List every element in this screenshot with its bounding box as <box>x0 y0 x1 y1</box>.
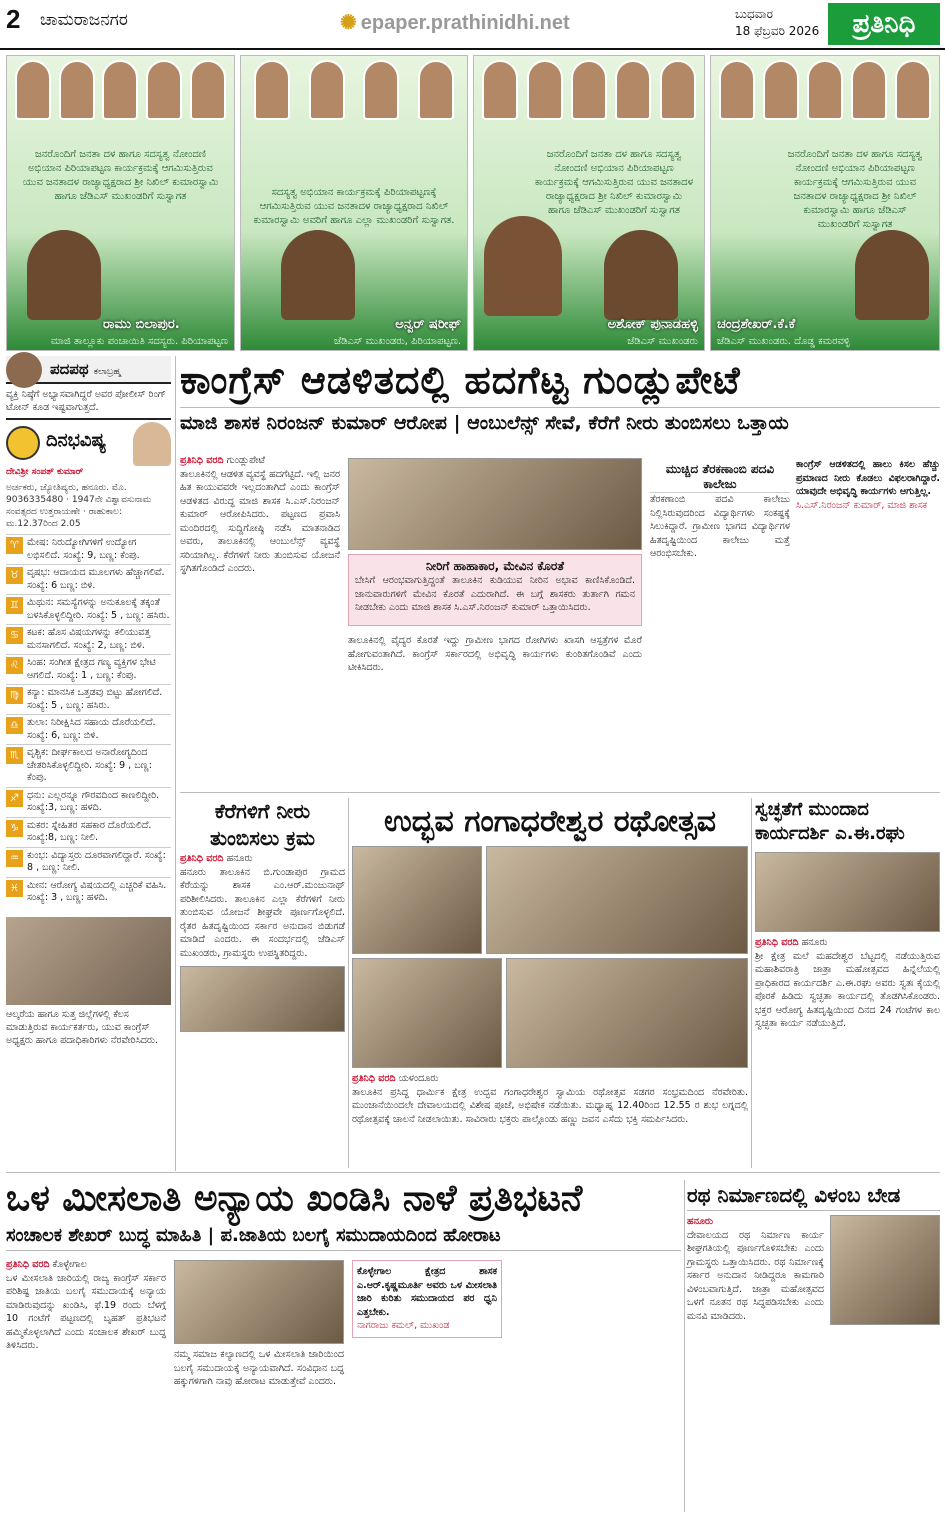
lead-body-a: ತಾಲೂಕಿನಲ್ಲಿ ಆಡಳಿತ ವ್ಯವಸ್ಥೆ ಹದಗೆಟ್ಟಿದೆ. ಇಲ್ಲಿ ಜನರ ಹಿತ ಕಾಯುವವರೇ ಇಲ್ಲದಂತಾಗಿದೆ ಎಂದು ಕಾಂಗ್ರೆಸ್ ಆಡಳಿತದ ವಿರುದ್ಧ ಮಾಜಿ ಶಾಸಕ ಸಿ.ಎಸ್.ನಿರಂಜನ್ ಕುಮಾರ್ ಆರೋಪಿಸಿದರು. ಪಟ್ಟಣದ ಪ್ರವಾಸಿ ಮಂದಿರದಲ್ಲಿ ಸುದ್ದಿಗೋಷ್ಠಿ ನಡೆಸಿ ಮಾತನಾಡಿದ ಅವರು, ತಾಲೂಕಿನಲ್ಲಿ ಆಂಬುಲೆನ್ಸ್ ವ್ಯವಸ್ಥೆ ಸರಿಯಾಗಿಲ್ಲ. ಕೆರೆಗಳಿಗೆ ನೀರು ತುಂಬಿಸುವ ಯೋಜನೆ ಸ್ಥಗಿತಗೊಂಡಿದೆ ಎಂದರು. <box>180 468 340 574</box>
sponsor-photo <box>27 230 101 320</box>
chariot-festival-story: ಉದ್ಭವ ಗಂಗಾಧರೇಶ್ವರ ರಥೋತ್ಸವ ಪ್ರತಿನಿಧಿ ವರದಿ ಯಳಂದೂರು ತಾಲೂಕಿನ ಪ್ರಸಿದ್ಧ ಧಾರ್ಮಿಕ ಕ್ಷೇತ್ರ ಉದ್ಭವ ಗಂಗಾಧರೇಶ್ವರ ಸ್ವಾಮಿಯ ರಥೋತ್ಸವ ಸಡಗರ ಸಂಭ್ರಮದಿಂದ ನೆರವೇರಿತು. ಮುಂಜಾನೆಯಿಂದಲೇ ದೇವಾಲಯದಲ್ಲಿ ವಿಶೇಷ ಪೂಜೆ, ಅಭಿಷೇಕ ನಡೆಯಿತು. ಮಧ್ಯಾಹ್ನ 12.40ರಿಂದ 12.55 ರ ಶುಭ ಲಗ್ನದಲ್ಲಿ ರಥೋತ್ಸವಕ್ಕೆ ಚಾಲನೆ ನೀಡಲಾಯಿತು. ಸಾವಿರಾರು ಭಕ್ತರು ಪಾಲ್ಗೊಂಡು ಹಣ್ಣು ಜವನ ಎಸೆದು ಭಕ್ತಿ ಸಮರ್ಪಿಸಿದರು. <box>352 798 748 1126</box>
newspaper-logo[interactable]: ಪ್ರತಿನಿಧಿ <box>828 3 940 45</box>
cleanliness-headline[interactable]: ಸ್ವಚ್ಛತೆಗೆ ಮುಂದಾದ ಕಾರ್ಯದರ್ಶಿ ಎ.ಈ.ರಘು <box>755 799 905 844</box>
rashi-text: ಕುಂಭ: ವಿದ್ಯಾಸ್ತರು ದೂರವಾಗಲಿದ್ದಾರೆ. ಸಂಖ್ಯೆ: 8 , ಬಣ್ಣ: ನೀಲಿ. <box>27 849 166 873</box>
rashi-item <box>6 817 171 847</box>
political-ad-2 <box>240 55 468 351</box>
festival-photo-1 <box>352 846 482 954</box>
water-crisis-box: ನೀರಿಗೆ ಹಾಹಾಕಾರ, ಮೇವಿನ ಕೊರತೆ ಬೇಸಿಗೆ ಆರಂಭವಾಗುತ್ತಿದ್ದಂತೆ ತಾಲೂಕಿನ ಕುಡಿಯುವ ನೀರಿನ ಅಭಾವ ಕಾಣಿಸಿಕೊಂಡಿದೆ. ಜಾನುವಾರುಗಳಿಗೆ ಮೇವಿನ ಕೊರತೆ ಎದುರಾಗಿದೆ. ಈ ಬಗ್ಗೆ ಶಾಸಕರು ತುರ್ತಾಗಿ ಗಮನ ನೀಡಬೇಕು ಎಂದು ಮಾಜಿ ಶಾಸಕ ಸಿ.ಎಸ್.ನಿರಂಜನ್ ಕುಮಾರ್ ಒತ್ತಾಯಿಸಿದರು. <box>348 554 642 626</box>
rashi-text: ಮಕರ: ಸ್ನೇಹಿತರ ಸಹಕಾರ ದೊರೆಯಲಿದೆ. ಸಂಖ್ಯೆ:8, ಬಣ್ಣ: ನೀಲಿ. <box>27 819 152 843</box>
lead-headline[interactable]: ಕಾಂಗ್ರೆಸ್ ಆಡಳಿತದಲ್ಲಿ ಹದಗೆಟ್ಟ ಗುಂಡ್ಲುಪೇಟೆ <box>180 358 940 408</box>
sponsor-title: ಜೆಡಿಎಸ್ ಮುಖಂಡರು <box>627 336 698 347</box>
sponsor-title: ಮಾಜಿ ತಾಲ್ಲೂಕು ಪಂಚಾಯಿತಿ ಸದಸ್ಯರು. ಪಿರಿಯಾಪಟ್ಟಣ <box>50 336 228 347</box>
news-photo <box>6 917 171 1005</box>
zodiac-sign-icon: ♑ <box>6 820 23 837</box>
zodiac-sign-icon: ♓ <box>6 880 23 897</box>
leader-portraits <box>715 60 935 130</box>
rashi-text: ಮೇಷ: ನಿರುದ್ಯೋಗಿಗಳಿಗೆ ಉದ್ಯೋಗ ಲಭಿಸಲಿದೆ. ಸಂಖ್ಯೆ: 9, ಬಣ್ಣ: ಕೆಂಪು. <box>27 537 140 561</box>
day: ಬುಧವಾರ <box>735 7 773 21</box>
leader-portraits <box>245 60 463 130</box>
astrologer-photo <box>133 422 171 466</box>
rashi-item <box>6 654 171 684</box>
section-title: ಚಾಮರಾಜನಗರ <box>40 10 128 30</box>
chariot-photo <box>830 1215 940 1325</box>
zodiac-sign-icon: ♏ <box>6 747 23 764</box>
sponsor-photo <box>281 230 355 320</box>
lead-body-b: ತಾಲೂಕಿನಲ್ಲಿ ವೈದ್ಯರ ಕೊರತೆ ಇದ್ದು ಗ್ರಾಮೀಣ ಭಾಗದ ರೋಗಿಗಳು ಖಾಸಗಿ ಆಸ್ಪತ್ರೆಗಳ ಮೊರೆ ಹೋಗುವಂತಾಗಿದೆ. ಕಾಂಗ್ರೆಸ್ ಸರ್ಕಾರದಲ್ಲಿ ಅಭಿವೃದ್ಧಿ ಕಾರ್ಯಗಳು ಕುಂಠಿತಗೊಂಡಿವೆ ಎಂದು ಟೀಕಿಸಿದರು. <box>348 635 642 673</box>
zodiac-sign-icon: ♎ <box>6 717 23 734</box>
zodiac-sign-icon: ♒ <box>6 850 23 867</box>
protest-col-1: ಪ್ರತಿನಿಧಿ ವರದಿ ಕೊಳ್ಳೇಗಾಲ ಒಳ ಮೀಸಲಾತಿ ಜಾರಿಯಲ್ಲಿ ರಾಜ್ಯ ಕಾಂಗ್ರೆಸ್ ಸರ್ಕಾರ ಪರಿಶಿಷ್ಟ ಜಾತಿಯ ಬಲಗೈ ಸಮುದಾಯಕ್ಕೆ ಅನ್ಯಾಯ ಮಾಡಿರುವುದನ್ನು ಖಂಡಿಸಿ, ಫೆ.19 ರಂದು ಬೆಳಗ್ಗೆ 10 ಗಂಟೆಗೆ ಪಟ್ಟಣದಲ್ಲಿ ಬೃಹತ್ ಪ್ರತಿಭಟನೆ ಹಮ್ಮಿಕೊಳ್ಳಲಾಗಿದೆ ಎಂದು ಸಂಚಾಲಕ ಶೇಖರ್ ಬುದ್ಧ ತಿಳಿಸಿದರು. <box>6 1259 166 1351</box>
masthead <box>0 0 945 50</box>
lead-quote: ಕಾಂಗ್ರೆಸ್ ಆಡಳಿತದಲ್ಲಿ ಹಾಲು ಕಿಸಲ ಹೆಚ್ಚು ಪ್ರಮಾಣದ ನೀರು ಕೊಡಲು ವಿಫಲರಾಗಿದ್ದಾರೆ. ಯಾವುದೇ ಅಭಿವೃದ್ಧಿ ಕಾರ್ಯಗಳು ಆಗುತ್ತಿಲ್ಲ. ಸಿ.ಎಸ್.ನಿರಂಜನ್ ಕುಮಾರ್, ಮಾಜಿ ಶಾಸಕ <box>796 459 940 511</box>
lead-subhead: ಮಾಜಿ ಶಾಸಕ ನಿರಂಜನ್ ಕುಮಾರ್ ಆರೋಪ | ಆಂಬುಲೆನ್ಸ್ ಸೇವೆ, ಕೆರೆಗೆ ನೀರು ತುಂಬಿಸಲು ಒತ್ತಾಯ <box>180 412 789 434</box>
chariot-headline[interactable]: ರಥ ನಿರ್ಮಾಣದಲ್ಲಿ ವಿಳಂಬ ಬೇಡ <box>687 1180 940 1211</box>
zodiac-sign-icon: ♊ <box>6 597 23 614</box>
sponsor-name: ಚಂದ್ರಶೇಖರ್.ಕೆ.ಕೆ <box>717 317 796 332</box>
college-sidebar: ಮುಚ್ಚಿದ ತೆರಕಣಾಂಬಿ ಪದವಿ ಕಾಲೇಜು ತೆರಕಣಾಂಬಿ ಪದವಿ ಕಾಲೇಜು ನಿಲ್ಲಿಸಿರುವುದರಿಂದ ವಿದ್ಯಾರ್ಥಿಗಳು ಸಂಕಷ್ಟಕ್ಕೆ ಸಿಲುಕಿದ್ದಾರೆ. ಗ್ರಾಮೀಣ ಭಾಗದ ವಿದ್ಯಾರ್ಥಿಗಳ ಹಿತದೃಷ್ಟಿಯಿಂದ ಕಾಲೇಜು ಮತ್ತೆ ಆರಂಭಿಸಬೇಕು. <box>650 462 790 559</box>
sponsor-title: ಜೆಡಿಎಸ್ ಮುಖಂಡರು, ಪಿರಿಯಾಪಟ್ಟಣ. <box>333 336 461 347</box>
horoscope-header: ದಿನಭವಿಷ್ಯ <box>6 418 171 464</box>
site-url[interactable]: ✺ epaper.prathinidhi.net <box>340 12 570 34</box>
panchanga: ಅರ್ಚಕರು, ಜ್ಯೋತಿಷ್ಯರು, ಹನೂರು. ಮೊ. 9036335480 · 1947ನೇ ವಿಶ್ವಾವಸುನಾಮ ಸಂವತ್ಸರದ ಉತ್ತರಾಯಣೇ · ರಾಹುಕಾಲ: ಮ.12.37ರಿಂದ 2.05 <box>6 483 152 529</box>
festival-body: ತಾಲೂಕಿನ ಪ್ರಸಿದ್ಧ ಧಾರ್ಮಿಕ ಕ್ಷೇತ್ರ ಉದ್ಭವ ಗಂಗಾಧರೇಶ್ವರ ಸ್ವಾಮಿಯ ರಥೋತ್ಸವ ಸಡಗರ ಸಂಭ್ರಮದಿಂದ ನೆರವೇರಿತು. ಮುಂಜಾನೆಯಿಂದಲೇ ದೇವಾಲಯದಲ್ಲಿ ವಿಶೇಷ ಪೂಜೆ, ಅಭಿಷೇಕ ನಡೆಯಿತು. ಮಧ್ಯಾಹ್ನ 12.40ರಿಂದ 12.55 ರ ಶುಭ ಲಗ್ನದಲ್ಲಿ ರಥೋತ್ಸವಕ್ಕೆ ಚಾಲನೆ ನೀಡಲಾಯಿತು. ಸಾವಿರಾರು ಭಕ್ತರು ಪಾಲ್ಗೊಂಡು ಹಣ್ಣು ಜವನ ಎಸೆದು ಭಕ್ತಿ ಸಮರ್ಪಿಸಿದರು. <box>352 1086 748 1125</box>
zodiac-sign-icon: ♋ <box>6 627 23 644</box>
cleanliness-body: ಶ್ರೀ ಕ್ಷೇತ್ರ ಮಲೆ ಮಹದೇಶ್ವರ ಬೆಟ್ಟದಲ್ಲಿ ನಡೆಯುತ್ತಿರುವ ಮಹಾಶಿವರಾತ್ರಿ ಜಾತ್ರಾ ಮಹೋತ್ಸವದ ಹಿನ್ನೆಲೆಯಲ್ಲಿ ಪ್ರಾಧಿಕಾರದ ಕಾರ್ಯದರ್ಶಿ ಎ.ಈ.ರಘು ಅವರು ಸ್ವತಃ ಕೈಯಲ್ಲಿ ಪೊರಕೆ ಹಿಡಿದು ಸ್ವಚ್ಛತಾ ಕಾರ್ಯದಲ್ಲಿ ತೊಡಗಿಸಿಕೊಂಡರು. ಭಕ್ತರ ಆರೋಗ್ಯ ಹಿತದೃಷ್ಟಿಯಿಂದ ದಿನದ 24 ಗಂಟೆಗಳ ಕಾಲ ಸ್ವಚ್ಛತಾ ಕಾರ್ಯ ನಡೆಯುತ್ತಿದೆ. <box>755 950 940 1029</box>
rashi-text: ವೃಷಭ: ಆದಾಯದ ಮೂಲಗಳು ಹೆಚ್ಚಾಗಲಿವೆ. ಸಂಖ್ಯೆ: 6 ಬಣ್ಣ: ಬಿಳಿ. <box>27 567 165 591</box>
zodiac-sign-icon: ♐ <box>6 790 23 807</box>
chariot-body: ದೇವಾಲಯದ ರಥ ನಿರ್ಮಾಣ ಕಾರ್ಯ ಶೀಘ್ರಗತಿಯಲ್ಲಿ ಪೂರ್ಣಗೊಳಿಸಬೇಕು ಎಂದು ಗ್ರಾಮಸ್ಥರು ಒತ್ತಾಯಿಸಿದರು. ರಥ ನಿರ್ಮಾಣಕ್ಕೆ ಸರ್ಕಾರ ಅನುದಾನ ನೀಡಿದ್ದರೂ ಕಾಮಗಾರಿ ವಿಳಂಬವಾಗುತ್ತಿದೆ. ಜಾತ್ರಾ ಮಹೋತ್ಸವದ ಒಳಗೆ ನೂತನ ರಥ ಸಿದ್ಧಪಡಿಸಬೇಕು ಎಂದು ಮನವಿ ಮಾಡಿದರು. <box>687 1229 824 1322</box>
rashi-item <box>6 594 171 624</box>
sponsor-photo <box>604 230 678 320</box>
lead-col-1: ಪ್ರತಿನಿಧಿ ವರದಿ ಗುಂಡ್ಲುಪೇಟೆ ತಾಲೂಕಿನಲ್ಲಿ ಆಡಳಿತ ವ್ಯವಸ್ಥೆ ಹದಗೆಟ್ಟಿದೆ. ಇಲ್ಲಿ ಜನರ ಹಿತ ಕಾಯುವವರೇ ಇಲ್ಲದಂತಾಗಿದೆ ಎಂದು ಕಾಂಗ್ರೆಸ್ ಆಡಳಿತದ ವಿರುದ್ಧ ಮಾಜಿ ಶಾಸಕ ಸಿ.ಎಸ್.ನಿರಂಜನ್ ಕುಮಾರ್ ಆರೋಪಿಸಿದರು. ಪಟ್ಟಣದ ಪ್ರವಾಸಿ ಮಂದಿರದಲ್ಲಿ ಸುದ್ದಿಗೋಷ್ಠಿ ನಡೆಸಿ ಮಾತನಾಡಿದ ಅವರು, ತಾಲೂಕಿನಲ್ಲಿ ಆಂಬುಲೆನ್ಸ್ ವ್ಯವಸ್ಥೆ ಸರಿಯಾಗಿಲ್ಲ. ಕೆರೆಗಳಿಗೆ ನೀರು ತುಂಬಿಸುವ ಯೋಜನೆ ಸ್ಥಗಿತಗೊಂಡಿದೆ ಎಂದರು. <box>180 455 340 574</box>
rashi-item <box>6 714 171 744</box>
rashi-text: ವೃಶ್ಚಿಕ: ದೀರ್ಘಕಾಲದ ಅನಾರೋಗ್ಯದಿಂದ ಚೇತರಿಸಿಕೊಳ್ಳಲಿದ್ದೀರಿ. ಸಂಖ್ಯೆ: 9 , ಬಣ್ಣ: ಕೆಂಪು. <box>27 747 152 783</box>
zodiac-sign-icon: ♌ <box>6 657 23 674</box>
ad-message: ಜನರೊಂದಿಗೆ ಜನತಾ ದಳ ಹಾಗೂ ಸದಸ್ಯತ್ವ ನೋಂದಣಿ ಅಭಿಯಾನ ಪಿರಿಯಾಪಟ್ಟಣ ಕಾರ್ಯಕ್ರಮಕ್ಕೆ ಆಗಮಿಸುತ್ತಿರುವ ಯುವ ಜನತಾದಳ ರಾಜ್ಯಾಧ್ಯಕ್ಷರಾದ ಶ್ರೀ ನಿಖಿಲ್ ಕುಮಾರಸ್ವಾಮಿ ಹಾಗೂ ಜೆಡಿಎಸ್ ಮುಖಂಡರಿಗೆ ಸುಸ್ವಾಗತ <box>787 149 923 230</box>
rashi-list <box>6 534 171 907</box>
rashi-item <box>6 787 171 817</box>
rashi-item <box>6 744 171 787</box>
rashi-item <box>6 684 171 714</box>
sponsor-name: ಅಶೋಕ್ ಪುನಾಡಹಳ್ಳಿ <box>607 317 698 332</box>
astrologer-name: ದೇವಿಶ್ರೀ ಸಂಪತ್ ಕುಮಾರ್ <box>6 467 84 477</box>
rashi-item <box>6 847 171 877</box>
lake-headline[interactable]: ಕೆರೆಗಳಿಗೆ ನೀರು ತುಂಬಿಸಲು ಕ್ರಮ <box>209 799 316 850</box>
ad-message: ಜನರೊಂದಿಗೆ ಜನತಾ ದಳ ಹಾಗೂ ಸದಸ್ಯತ್ವ ನೋಂದಣಿ ಅಭಿಯಾನ ಪಿರಿಯಾಪಟ್ಟಣ ಕಾರ್ಯಕ್ರಮಕ್ಕೆ ಆಗಮಿಸುತ್ತಿರುವ ಯುವ ಜನತಾದಳ ರಾಜ್ಯಾಧ್ಯಕ್ಷರಾದ ಶ್ರೀ ನಿಖಿಲ್ ಕುಮಾರಸ್ವಾಮಿ ಹಾಗೂ ಜೆಡಿಎಸ್ ಮುಖಂಡರಿಗೆ ಸುಸ್ವಾಗತ <box>534 149 694 216</box>
padapatha-header: ಪದಪಥ ಕಲಾಬ್ರಹ್ಮ <box>6 356 171 384</box>
rashi-text: ಕನ್ಯಾ: ಮಾನಸಿಕ ಒತ್ತಡವು ಬಿಟ್ಟು ಹೋಗಲಿದೆ. ಸಂಖ್ಯೆ: 5 , ಬಣ್ಣ: ಹಸಿರು. <box>27 687 163 711</box>
festival-photo-2 <box>486 846 748 954</box>
photo-caption: ಆಲ್ಕರೆಯ ಹಾಗೂ ಸುತ್ತ ಜಿಲ್ಲೆಗಳಲ್ಲಿ ಕೆಲಸ ಮಾಡುತ್ತಿರುವ ಕಾರ್ಯಕರ್ತರು, ಯುವ ಕಾಂಗ್ರೆಸ್ ಅಧ್ಯಕ್ಷರು ಹಾಗೂ ಪದಾಧಿಕಾರಿಗಳು ನೆರವೇರಿಸಿದರು. <box>6 1008 158 1046</box>
rashi-text: ತುಲಾ: ನಿರೀಕ್ಷಿಸಿದ ಸಹಾಯ ದೊರೆಯಲಿದೆ. ಸಂಖ್ಯೆ: 6, ಬಣ್ಣ: ಬಿಳಿ. <box>27 717 156 741</box>
leader-photo <box>484 216 562 316</box>
festival-photo-4 <box>506 958 748 1068</box>
lake-story: ಕೆರೆಗಳಿಗೆ ನೀರು ತುಂಬಿಸಲು ಕ್ರಮ ಪ್ರತಿನಿಧಿ ವರದಿ ಹನೂರು ಹನೂರು ತಾಲೂಕಿನ ಬಿ.ಗುಂಡಾಪುರ ಗ್ರಾಮದ ಕೆರೆಯನ್ನು ಶಾಸಕ ಎಂ.ಆರ್.ಮಂಜುನಾಥ್ ಪರಿಶೀಲಿಸಿದರು. ತಾಲೂಕಿನ ಎಲ್ಲಾ ಕೆರೆಗಳಿಗೆ ನೀರು ತುಂಬಿಸುವ ಯೋಜನೆ ಶೀಘ್ರವೇ ಪೂರ್ಣಗೊಳ್ಳಲಿದೆ. ರೈತರ ಹಿತದೃಷ್ಟಿಯಿಂದ ಸರ್ಕಾರ ಅನುದಾನ ಬಿಡುಗಡೆ ಮಾಡಿದೆ ಎಂದರು. ಈ ಸಂದರ್ಭದಲ್ಲಿ ಜೆಡಿಎಸ್ ಮುಖಂಡರು, ಗ್ರಾಮಸ್ಥರು ಉಪಸ್ಥಿತರಿದ್ದರು. <box>180 798 345 1032</box>
rashi-text: ಕಟಕ: ಹೊಸ ವಿಷಯಗಳನ್ನು ಕಲಿಯುವತ್ತ ಮನಸಾಗಲಿದೆ. ಸಂಖ್ಯೆ: 2, ಬಣ್ಣ: ಬಿಳಿ. <box>27 627 151 651</box>
padapatha-text: ವ್ಯಕ್ತಿ ನಿಷ್ಠೆಗೆ ಅಭ್ಯಾಸವಾಗಿದ್ದರೆ ಅವರ ಪೋಲೀಸ್ ರಿಂಗ್ ಟೋನ್ ಕೂಡ ಇಷ್ಟವಾಗುತ್ತದೆ. <box>6 389 167 413</box>
sponsor-name: ಅನ್ವರ್ ಷರೀಫ್ <box>395 317 461 332</box>
sponsor-photo <box>855 230 929 320</box>
left-column <box>6 356 171 1047</box>
sponsor-name: ರಾಮು ಬಿಲಾಪುರ. <box>103 317 180 332</box>
ad-message: ಸದಸ್ಯತ್ವ ಅಭಿಯಾನ ಕಾರ್ಯಕ್ರಮಕ್ಕೆ ಪಿರಿಯಾಪಟ್ಟಣಕ್ಕೆ ಆಗಮಿಸುತ್ತಿರುವ ಯುವ ಜನತಾದಳ ರಾಜ್ಯಾಧ್ಯಕ್ಷರಾದ ನಿಖಿಲ್ ಕುಮಾರಸ್ವಾಮಿ ಅವರಿಗೆ ಹಾಗೂ ಎಲ್ಲಾ ಮುಖಂಡರಿಗೆ ಸುಸ್ವಾಗತ. <box>253 187 455 226</box>
political-ad-4 <box>710 55 940 351</box>
zodiac-sign-icon: ♈ <box>6 537 23 554</box>
cleanliness-photo <box>755 852 940 932</box>
lake-photo <box>180 966 345 1032</box>
rashi-text: ಧನು: ಎಲ್ಲರನ್ನೂ ಗೌರವದಿಂದ ಕಾಣಲಿದ್ದೀರಿ. ಸಂಖ್ಯೆ:3, ಬಣ್ಣ: ಹಳದಿ. <box>27 789 160 813</box>
rashi-item <box>6 877 171 907</box>
political-ad-3 <box>473 55 705 351</box>
protest-photo <box>174 1260 344 1344</box>
zodiac-sign-icon: ♍ <box>6 687 23 704</box>
rashi-text: ಸಿಂಹ: ಸಂಗೀತ ಕ್ಷೇತ್ರದ ಗಣ್ಯ ವ್ಯಕ್ತಿಗಳ ಭೇಟಿ ಆಗಲಿದೆ. ಸಂಖ್ಯೆ: 1 , ಬಣ್ಣ: ಕೆಂಪು. <box>27 657 156 681</box>
zodiac-sign-icon: ♉ <box>6 567 23 584</box>
protest-subhead: ಸಂಚಾಲಕ ಶೇಖರ್ ಬುದ್ಧ ಮಾಹಿತಿ | ಪ.ಜಾತಿಯ ಬಲಗೈ ಸಮುದಾಯದಿಂದ ಹೋರಾಟ <box>6 1222 681 1251</box>
festival-headline[interactable]: ಉದ್ಭವ ಗಂಗಾಧರೇಶ್ವರ ರಥೋತ್ಸವ <box>383 804 717 839</box>
protest-headline[interactable]: ಒಳ ಮೀಸಲಾತಿ ಅನ್ಯಾಯ ಖಂಡಿಸಿ ನಾಳೆ ಪ್ರತಿಭಟನೆ <box>6 1178 583 1219</box>
columnist-avatar <box>6 352 42 388</box>
cleanliness-story: ಸ್ವಚ್ಛತೆಗೆ ಮುಂದಾದ ಕಾರ್ಯದರ್ಶಿ ಎ.ಈ.ರಘು ಪ್ರತಿನಿಧಿ ವರದಿ ಹನೂರು ಶ್ರೀ ಕ್ಷೇತ್ರ ಮಲೆ ಮಹದೇಶ್ವರ ಬೆಟ್ಟದಲ್ಲಿ ನಡೆಯುತ್ತಿರುವ ಮಹಾಶಿವರಾತ್ರಿ ಜಾತ್ರಾ ಮಹೋತ್ಸವದ ಹಿನ್ನೆಲೆಯಲ್ಲಿ ಪ್ರಾಧಿಕಾರದ ಕಾರ್ಯದರ್ಶಿ ಎ.ಈ.ರಘು ಅವರು ಸ್ವತಃ ಕೈಯಲ್ಲಿ ಪೊರಕೆ ಹಿಡಿದು ಸ್ವಚ್ಛತಾ ಕಾರ್ಯದಲ್ಲಿ ತೊಡಗಿಸಿಕೊಂಡರು. ಭಕ್ತರ ಆರೋಗ್ಯ ಹಿತದೃಷ್ಟಿಯಿಂದ ದಿನದ 24 ಗಂಟೆಗಳ ಕಾಲ ಸ್ವಚ್ಛತಾ ಕಾರ್ಯ ನಡೆಯುತ್ತಿದೆ. <box>755 799 940 1029</box>
festival-photo-3 <box>352 958 502 1068</box>
sun-icon: ✺ <box>340 12 357 34</box>
protest-quote: ಕೊಳ್ಳೇಗಾಲ ಕ್ಷೇತ್ರದ ಶಾಸಕ ಎ.ಆರ್.ಕೃಷ್ಣಮೂರ್ತಿ ಅವರು ಒಳ ಮೀಸಲಾತಿ ಜಾರಿ ಕುರಿತು ಸಮುದಾಯದ ಪರ ಧ್ವನಿ ಎತ್ತಬೇಕು. ನಾಗರಾಜು ಕಮಲ್, ಮುಖಂಡ <box>352 1260 502 1338</box>
rashi-item <box>6 624 171 654</box>
lead-story <box>180 358 940 673</box>
chariot-construction-story: ರಥ ನಿರ್ಮಾಣದಲ್ಲಿ ವಿಳಂಬ ಬೇಡ ಹನೂರು ದೇವಾಲಯದ ರಥ ನಿರ್ಮಾಣ ಕಾರ್ಯ ಶೀಘ್ರಗತಿಯಲ್ಲಿ ಪೂರ್ಣಗೊಳಿಸಬೇಕು ಎಂದು ಗ್ರಾಮಸ್ಥರು ಒತ್ತಾಯಿಸಿದರು. ರಥ ನಿರ್ಮಾಣಕ್ಕೆ ಸರ್ಕಾರ ಅನುದಾನ ನೀಡಿದ್ದರೂ ಕಾಮಗಾರಿ ವಿಳಂಬವಾಗುತ್ತಿದೆ. ಜಾತ್ರಾ ಮಹೋತ್ಸವದ ಒಳಗೆ ನೂತನ ರಥ ಸಿದ್ಧಪಡಿಸಬೇಕು ಎಂದು ಮನವಿ ಮಾಡಿದರು. <box>687 1180 940 1325</box>
ad-message: ಜನರೊಂದಿಗೆ ಜನತಾ ದಳ ಹಾಗೂ ಸದಸ್ಯತ್ವ ನೋಂದಣಿ ಅಭಿಯಾನ ಪಿರಿಯಾಪಟ್ಟಣ ಕಾರ್ಯಕ್ರಮಕ್ಕೆ ಆಗಮಿಸುತ್ತಿರುವ ಯುವ ಜನತಾದಳ ರಾಜ್ಯಾಧ್ಯಕ್ಷರಾದ ಶ್ರೀ ನಿಖಿಲ್ ಕುಮಾರಸ್ವಾಮಿ ಹಾಗೂ ಜೆಡಿಎಸ್ ಮುಖಂಡರಿಗೆ ಸುಸ್ವಾಗತ <box>22 149 219 202</box>
page-number: 2 <box>6 4 21 34</box>
date: 18 ಫೆಬ್ರವರಿ 2026 <box>735 24 820 38</box>
leader-portraits <box>11 60 230 130</box>
leader-portraits <box>478 60 700 130</box>
date-block <box>735 6 819 40</box>
sponsor-title: ಜೆಡಿಎಸ್ ಮುಖಂಡರು. ದೊಡ್ಡ ಕಮರವಳ್ಳಿ <box>717 336 850 347</box>
rashi-item <box>6 564 171 594</box>
lake-body: ಹನೂರು ತಾಲೂಕಿನ ಬಿ.ಗುಂಡಾಪುರ ಗ್ರಾಮದ ಕೆರೆಯನ್ನು ಶಾಸಕ ಎಂ.ಆರ್.ಮಂಜುನಾಥ್ ಪರಿಶೀಲಿಸಿದರು. ತಾಲೂಕಿನ ಎಲ್ಲಾ ಕೆರೆಗಳಿಗೆ ನೀರು ತುಂಬಿಸುವ ಯೋಜನೆ ಶೀಘ್ರವೇ ಪೂರ್ಣಗೊಳ್ಳಲಿದೆ. ರೈತರ ಹಿತದೃಷ್ಟಿಯಿಂದ ಸರ್ಕಾರ ಅನುದಾನ ಬಿಡುಗಡೆ ಮಾಡಿದೆ ಎಂದರು. ಈ ಸಂದರ್ಭದಲ್ಲಿ ಜೆಡಿಎಸ್ ಮುಖಂಡರು, ಗ್ರಾಮಸ್ಥರು ಉಪಸ್ಥಿತರಿದ್ದರು. <box>180 866 345 959</box>
lead-photo <box>348 458 642 550</box>
rashi-text: ಮೀನ: ಆರೋಗ್ಯ ವಿಷಯದಲ್ಲಿ ಎಚ್ಚರಿಕೆ ವಹಿಸಿ. ಸಂಖ್ಯೆ: 3 , ಬಣ್ಣ: ಹಳದಿ. <box>27 879 167 903</box>
protest-body-b: ನಮ್ಮ ಸಮಾಜ ಕಲ್ಯಾಣದಲ್ಲಿ ಒಳ ಮೀಸಲಾತಿ ಜಾರಿಯಿಂದ ಬಲಗೈ ಸಮುದಾಯಕ್ಕೆ ಅನ್ಯಾಯವಾಗಿದೆ. ಸಂವಿಧಾನ ಬದ್ಧ ಹಕ್ಕುಗಳಿಗಾಗಿ ನಾವು ಹೋರಾಟ ಮಾಡುತ್ತೇವೆ ಎಂದರು. <box>174 1349 344 1387</box>
reservation-protest-story <box>6 1176 681 1387</box>
zodiac-wheel-icon <box>6 426 40 460</box>
rashi-item <box>6 534 171 564</box>
rashi-text: ಮಿಥುನ: ಸಮಸ್ಯೆಗಳನ್ನು ಅನುಕೂಲಕ್ಕೆ ತಕ್ಕಂತೆ ಬಳಸಿಕೊಳ್ಳಲಿದ್ದೀರಿ. ಸಂಖ್ಯೆ: 5 , ಬಣ್ಣ: ಹಸಿರು. <box>27 597 170 621</box>
political-ad-1 <box>6 55 235 351</box>
